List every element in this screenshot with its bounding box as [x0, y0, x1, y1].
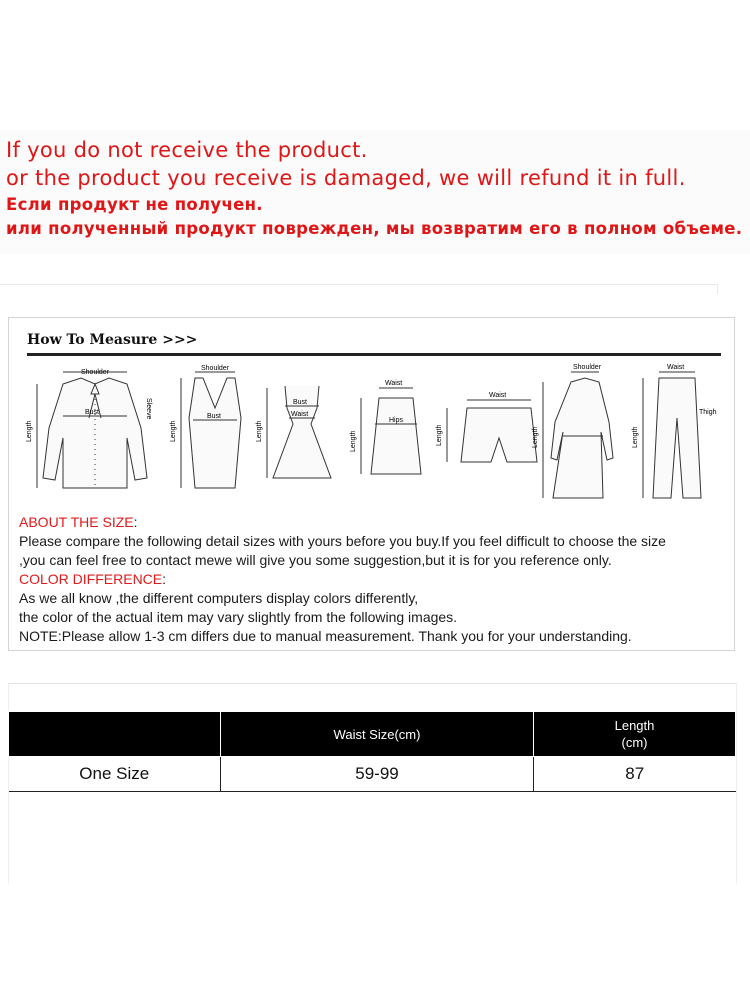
skirt-diagram	[350, 380, 421, 474]
cell-length: 87	[534, 757, 736, 792]
color-difference-heading: COLOR DIFFERENCE	[19, 571, 163, 587]
label-length: Length	[26, 420, 33, 442]
shorts-diagram	[436, 392, 537, 462]
vest-diagram	[170, 365, 241, 488]
label-length: Length	[532, 426, 539, 448]
label-length: Length	[256, 420, 263, 442]
about-size-line-1: Please compare the following detail sizes with yours before you buy.If you feel difficult to choose the size	[19, 533, 666, 549]
header-length-label: Length	[614, 718, 655, 733]
label-waist: Waist	[385, 380, 403, 387]
header-length	[534, 712, 736, 757]
divider-tick	[717, 284, 718, 294]
coat-dress-diagram	[532, 364, 613, 498]
notice-line-4: или полученный продукт поврежден, мы возвратим его в полном объеме.	[6, 219, 743, 238]
measurement-diagrams	[23, 358, 723, 518]
label-shoulder: Shoulder	[81, 369, 110, 376]
notice-line-2: or the product you receive is damaged, we will refund it in full.	[6, 166, 686, 190]
label-sleeve: Sleeve	[145, 398, 152, 420]
table-row	[9, 757, 736, 792]
label-shoulder: Shoulder	[573, 364, 602, 371]
label-waist: Waist	[291, 411, 309, 418]
label-waist: Waist	[667, 364, 685, 371]
about-size-heading-line	[19, 514, 138, 530]
cell-waist: 59-99	[221, 757, 534, 792]
label-hips: Hips	[389, 417, 404, 424]
label-bust: Bust	[85, 409, 100, 416]
label-length: Length	[632, 426, 639, 448]
color-difference-colon: :	[162, 571, 167, 587]
label-thigh: Thigh	[699, 409, 717, 416]
label-length: Length	[170, 420, 177, 442]
cell-size: One Size	[9, 757, 221, 792]
color-difference-line-1: As we all know ,the different computers display colors differently,	[19, 590, 419, 606]
how-to-measure-panel	[8, 317, 735, 651]
refund-notice	[0, 130, 750, 254]
header-size	[9, 712, 221, 757]
how-to-measure-title: How To Measure >>>	[27, 332, 198, 348]
color-difference-line-2: the color of the actual item may vary slightly from the following images.	[19, 609, 458, 625]
about-size-colon: :	[133, 514, 138, 530]
slip-dress-diagram	[256, 386, 331, 478]
color-difference-heading-line	[19, 571, 166, 587]
pants-diagram	[632, 364, 717, 498]
divider	[0, 284, 718, 285]
notice-line-3: Если продукт не получен.	[6, 195, 263, 214]
label-shoulder: Shoulder	[201, 365, 230, 372]
title-underline	[27, 353, 721, 356]
label-bust: Bust	[293, 399, 308, 406]
size-table-header	[9, 712, 736, 757]
size-table	[8, 711, 736, 792]
header-length-unit: (cm)	[621, 735, 648, 750]
label-bust: Bust	[207, 413, 222, 420]
label-length: Length	[436, 424, 443, 446]
blouse-diagram	[26, 369, 152, 488]
about-size-heading: ABOUT THE SIZE	[19, 514, 134, 530]
about-size-line-2: ,you can feel free to contact mewe will give you some suggestion,but it is for you reference only.	[19, 552, 612, 568]
measurement-note: NOTE:Please allow 1-3 cm differs due to manual measurement. Thank you for your understanding.	[19, 628, 632, 644]
label-waist: Waist	[489, 392, 507, 399]
notice-line-1: If you do not receive the product.	[6, 138, 368, 162]
header-waist: Waist Size(cm)	[221, 712, 534, 757]
label-length: Length	[350, 430, 357, 452]
